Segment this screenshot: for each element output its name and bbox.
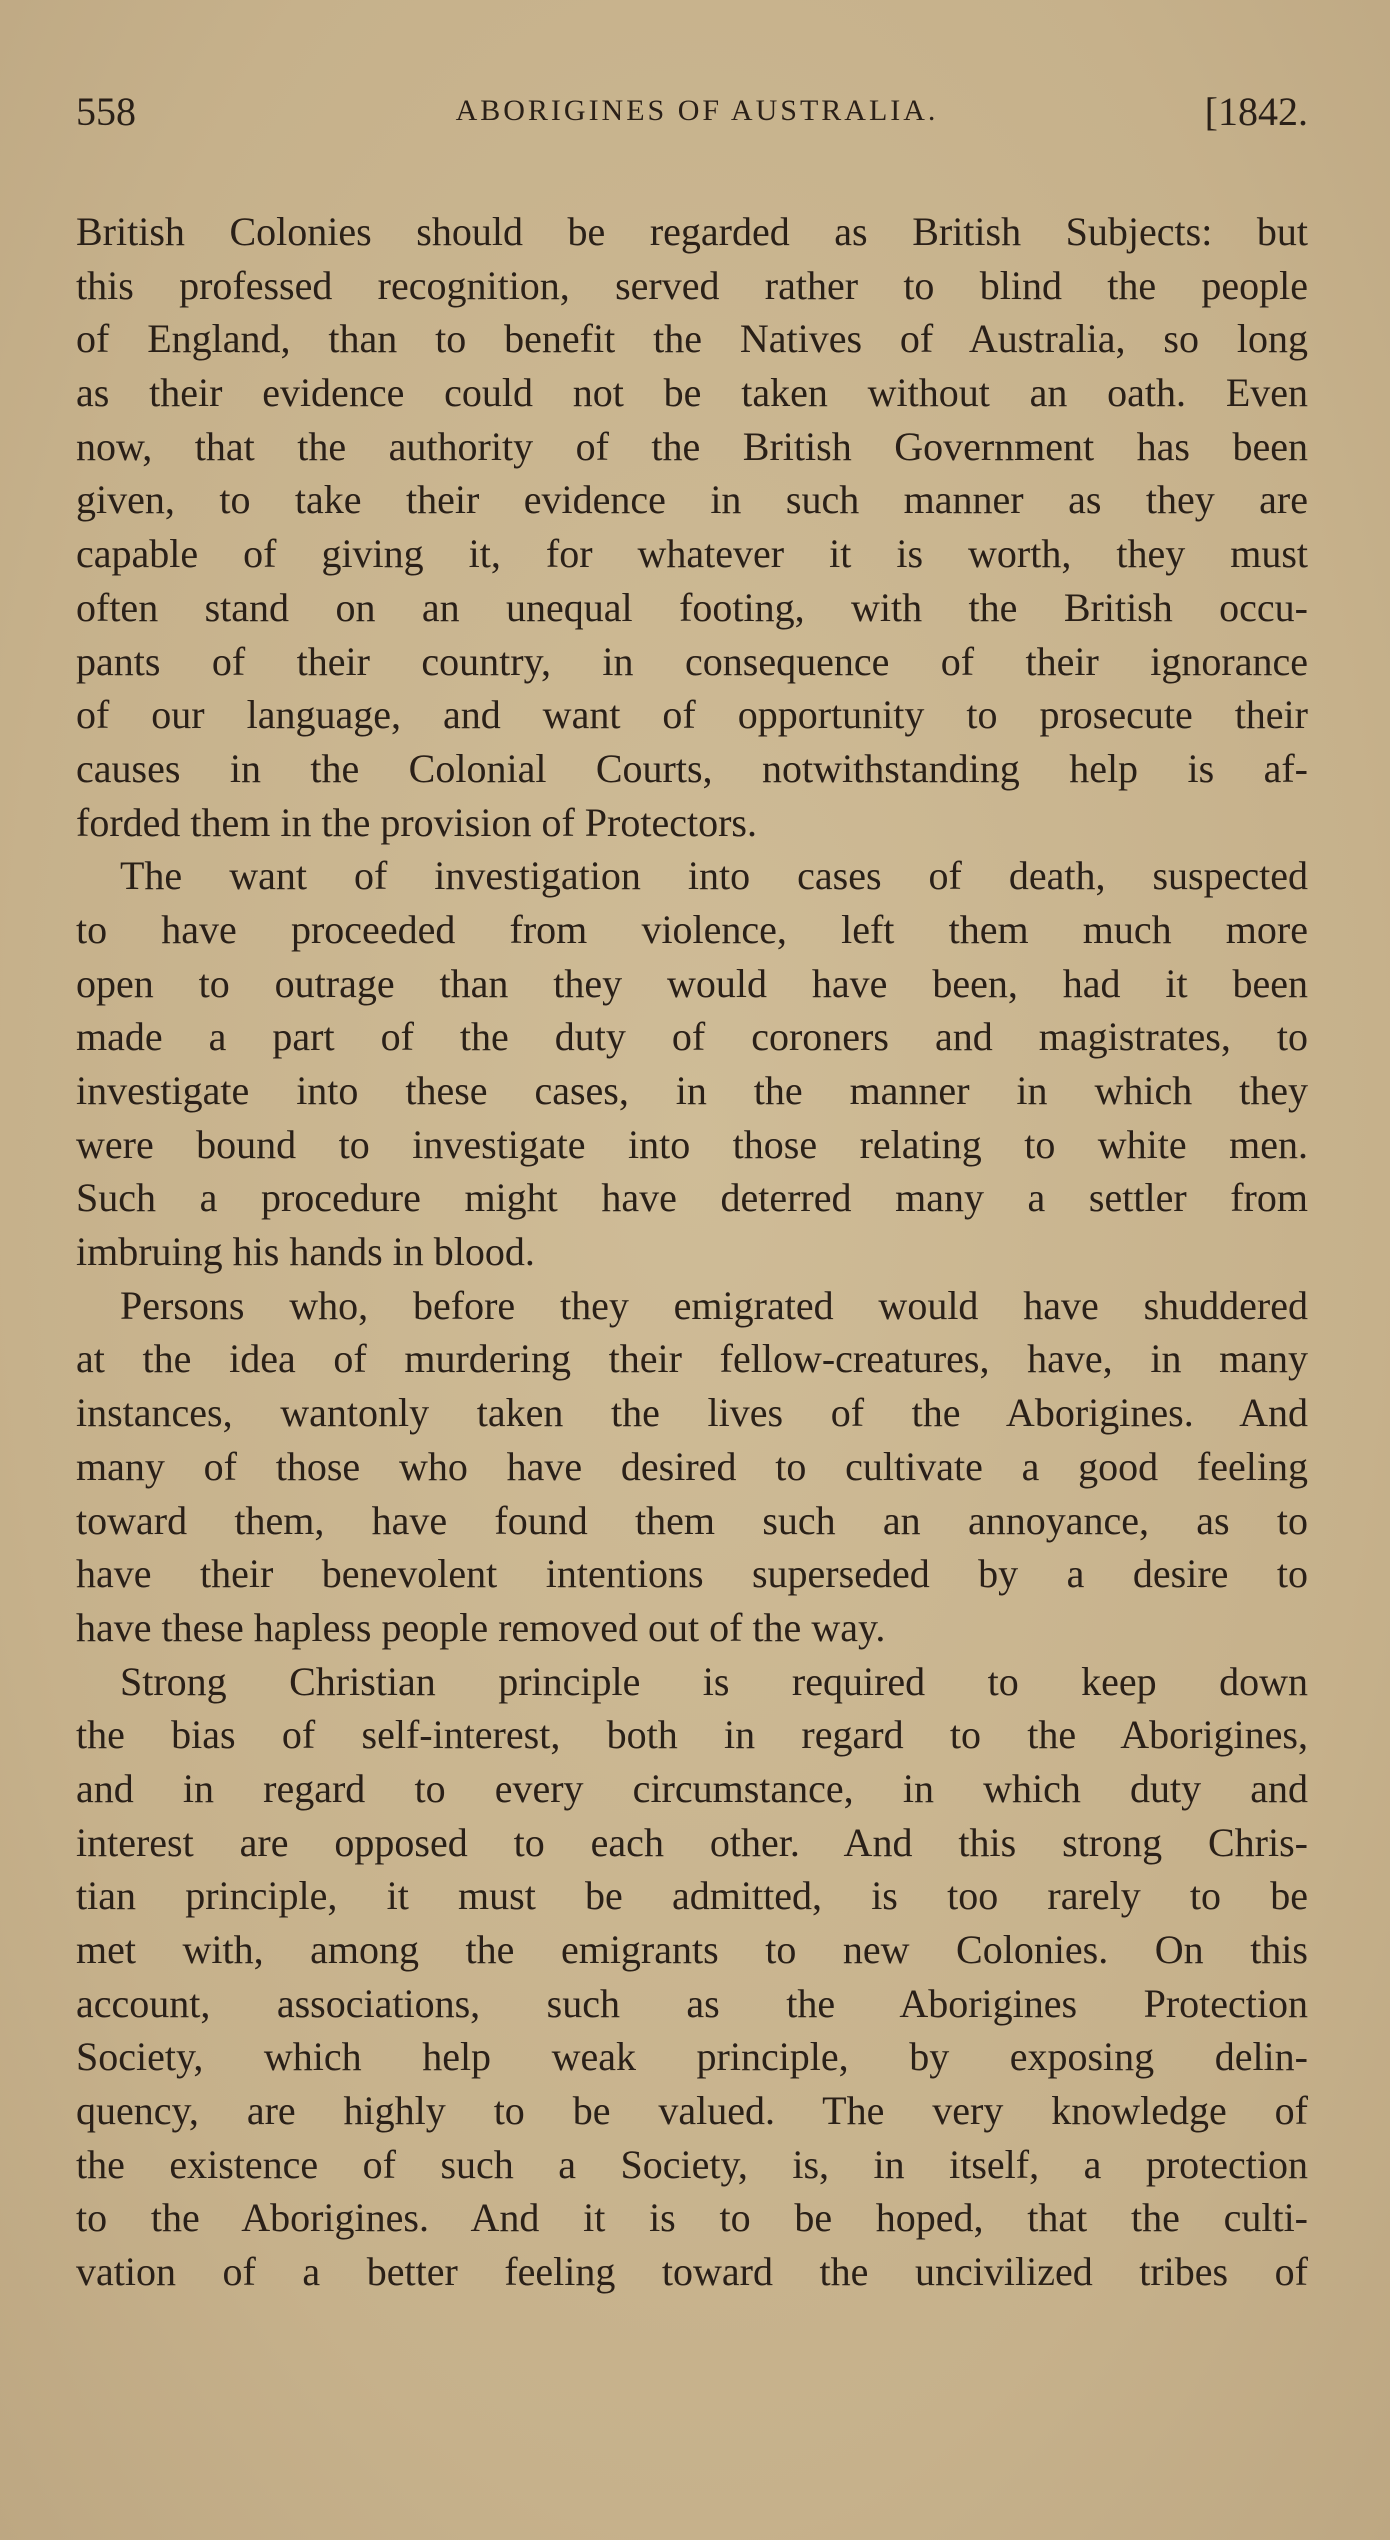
text-line: account, associations, such as the Aborigines Protection [76,1980,1308,2026]
body-text [76,205,1308,2299]
text-line: quency, are highly to be valued. The very knowledge of [76,2088,1308,2134]
text-line: of our language, and want of opportunity to prosecute their [76,692,1308,738]
text-line: vation of a better feeling toward the uncivilized tribes of [76,2249,1308,2295]
text-line: given, to take their evidence in such manner as they are [76,477,1308,523]
text-line: tian principle, it must be admitted, is too rarely to be [76,1873,1308,1919]
text-line: the bias of self-interest, both in regard to the Aborigines, [76,1712,1308,1758]
text-line: to the Aborigines. And it is to be hoped, that the culti- [76,2195,1308,2241]
text-line: Strong Christian principle is required to keep down [120,1658,1308,1704]
text-line: interest are opposed to each other. And this strong Chris- [76,1819,1308,1865]
text-line: have their benevolent intentions superseded by a desire to [76,1551,1308,1597]
text-line: toward them, have found them such an annoyance, as to [76,1497,1308,1543]
text-line: British Colonies should be regarded as British Subjects: but [76,209,1308,254]
page-number: 558 [76,89,136,134]
running-title: ABORIGINES OF AUSTRALIA. [455,94,939,127]
text-line: instances, wantonly taken the lives of the Aborigines. And [76,1390,1308,1436]
text-line: of England, than to benefit the Natives of Australia, so long [76,316,1308,362]
text-line: The want of investigation into cases of death, suspected [120,853,1308,899]
text-line: at the idea of murdering their fellow-creatures, have, in many [76,1336,1308,1382]
text-line: and in regard to every circumstance, in which duty and [76,1765,1308,1811]
text-line: investigate into these cases, in the manner in which they [76,1068,1308,1113]
text-line: have these hapless people removed out of the way. [76,1604,886,1650]
text-line: imbruing his hands in blood. [76,1229,535,1275]
text-line: Such a procedure might have deterred many a settler from [76,1175,1308,1221]
text-line: open to outrage than they would have been, had it been [76,960,1308,1006]
text-line: causes in the Colonial Courts, notwithstanding help is af- [76,745,1308,791]
text-line: met with, among the emigrants to new Colonies. On this [76,1927,1308,1972]
text-line: capable of giving it, for whatever it is worth, they must [76,531,1308,577]
year-heading: [1842. [1204,89,1308,134]
text-line: often stand on an unequal footing, with the British occu- [76,584,1308,630]
text-line: now, that the authority of the British Government has been [76,423,1308,469]
text-line: this professed recognition, served rather to blind the people [76,262,1308,308]
page-header [76,88,1308,138]
text-line: Society, which help weak principle, by exposing delin- [76,2034,1308,2080]
text-line: forded them in the provision of Protectors. [76,799,757,845]
text-line: made a part of the duty of coroners and magistrates, to [76,1014,1308,1060]
text-line: the existence of such a Society, is, in itself, a protection [76,2141,1308,2187]
text-line: to have proceeded from violence, left them much more [76,906,1308,952]
text-line: as their evidence could not be taken without an oath. Even [76,370,1308,416]
text-line: pants of their country, in consequence of their ignorance [76,638,1308,684]
text-line: were bound to investigate into those relating to white men. [76,1121,1308,1167]
text-line: Persons who, before they emigrated would have shuddered [120,1282,1308,1328]
text-line: many of those who have desired to cultivate a good feeling [76,1443,1308,1489]
